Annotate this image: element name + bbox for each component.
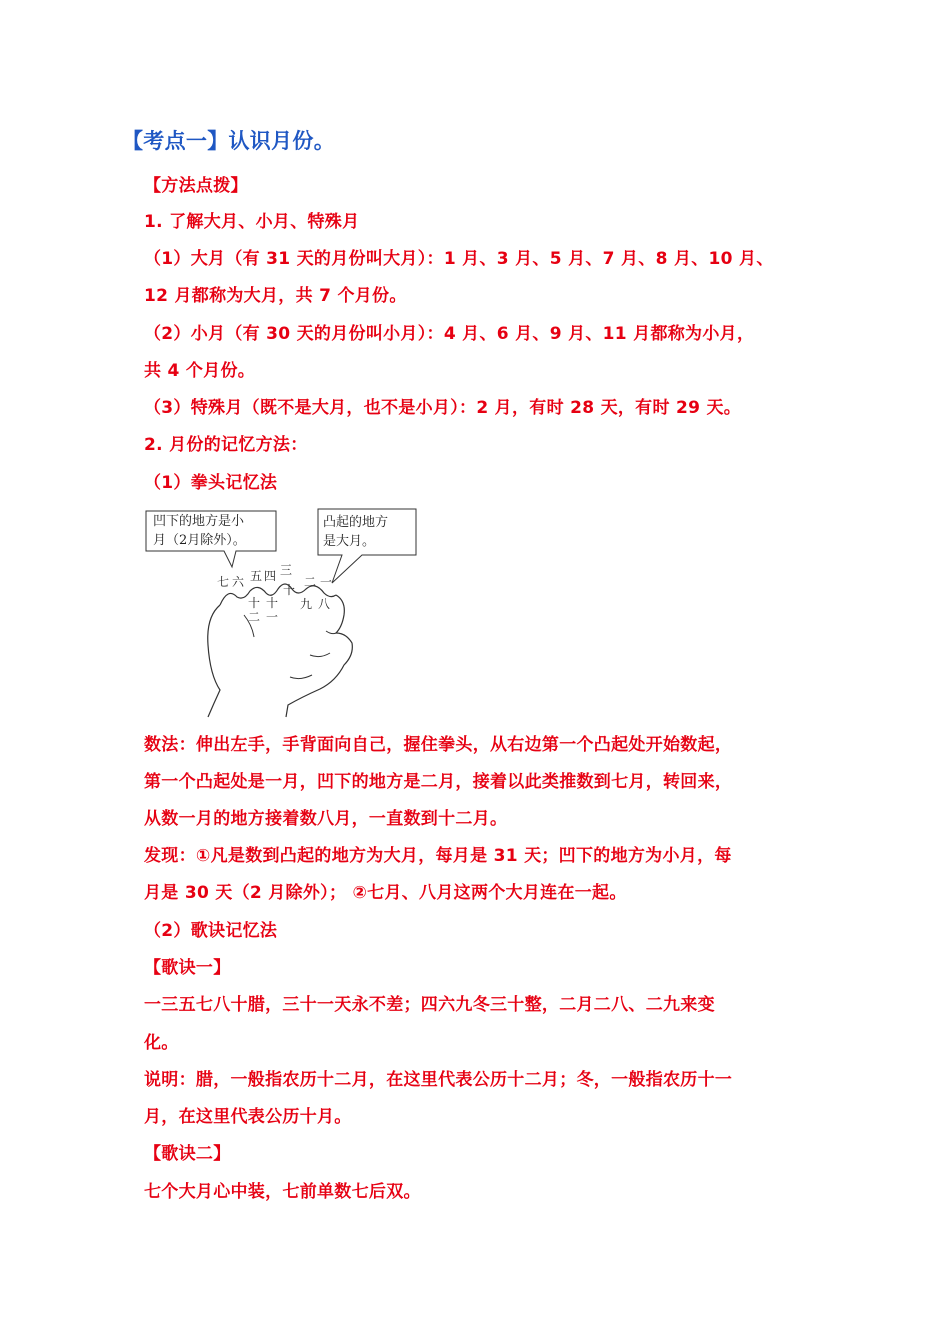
knuckle-label-5: 五 [250,569,263,583]
knuckle-label-11: 十 一 [266,596,279,624]
knuckle-label-9: 九 [300,597,313,611]
discover-line1: 发现：①凡是数到凸起的地方为大月，每月是 31 天；凹下的地方为小月，每 [144,846,732,866]
explain-line2: 月，在这里代表公历十月。 [144,1107,352,1127]
special-month-line: （3）特殊月（既不是大月，也不是小月）：2 月，有时 28 天，有时 29 天。 [144,398,742,418]
knuckle-label-4: 四 [264,569,277,583]
knuckle-label-8: 八 [318,597,331,611]
knuckle-label-3: 三 [280,563,293,577]
small-month-line1: （2）小月（有 30 天的月份叫小月）：4 月、6 月、9 月、11 月都称为小月， [144,324,755,344]
rhyme-method-heading: （2）歌诀记忆法 [144,921,278,941]
bubble-right-line1: 凸起的地方 [323,515,389,530]
bubble-right-line2: 是大月。 [323,534,376,549]
rhyme2-line1: 七个大月心中装，七前单数七后双。 [144,1182,421,1202]
item2-heading: 2. 月份的记忆方法： [144,435,308,455]
small-month-line2: 共 4 个月份。 [144,361,256,381]
knuckle-label-7: 七 [217,575,230,589]
rhyme2-heading: 【歌诀二】 [144,1144,231,1164]
method-heading: 【方法点拨】 [144,176,248,196]
big-month-line1: （1）大月（有 31 天的月份叫大月）：1 月、3 月、5 月、7 月、8 月、10 月、 [144,249,774,269]
rhyme1-heading: 【歌诀一】 [144,958,231,978]
knuckle-label-10: 十 [283,583,296,597]
bubble-left-line1: 凹下的地方是小 [153,514,245,529]
explain-line1: 说明：腊，一般指农历十二月，在这里代表公历十二月；冬，一般指农历十一 [144,1070,733,1090]
count-line2: 第一个凸起处是一月，凹下的地方是二月，接着以此类推数到七月，转回来， [144,772,733,792]
rhyme1-line2: 化。 [144,1033,179,1053]
rhyme1-line1: 一三五七八十腊，三十一天永不差；四六九冬三十整，二月二八、二九来变 [144,995,715,1015]
count-line3: 从数一月的地方接着数八月，一直数到十二月。 [144,809,508,829]
knuckle-label-6: 六 [232,575,245,589]
fist-figure [140,505,440,720]
knuckle-label-1: 一 [320,575,333,589]
count-line1: 数法：伸出左手，手背面向自己，握住拳头，从右边第一个凸起处开始数起， [144,735,733,755]
knuckle-label-2: 二 [304,575,317,589]
section-title: 【考点一】认识月份。 [122,129,335,153]
knuckle-label-12: 十 二 [248,596,261,624]
bubble-left-line2: 月（2月除外）。 [153,533,246,548]
big-month-line2: 12 月都称为大月，共 7 个月份。 [144,286,407,306]
fist-method-heading: （1）拳头记忆法 [144,473,278,493]
item1-heading: 1. 了解大月、小月、特殊月 [144,212,360,232]
discover-line2: 月是 30 天（2 月除外）； ②七月、八月这两个大月连在一起。 [144,883,627,903]
